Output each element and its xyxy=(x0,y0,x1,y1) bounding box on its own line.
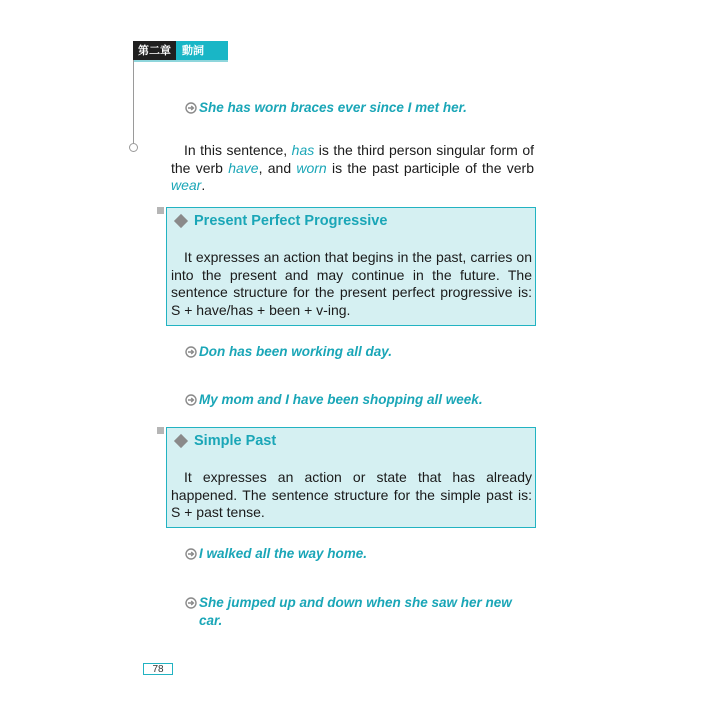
example-sentence xyxy=(185,343,525,361)
chapter-name: 動詞 xyxy=(176,41,228,60)
keyword-has: has xyxy=(291,142,315,158)
example-sentence xyxy=(185,545,525,563)
explanation-paragraph xyxy=(171,142,534,195)
explanation-text: is the past participle of the verb xyxy=(326,159,535,176)
margin-rule-dot xyxy=(129,143,138,152)
example-text: She has worn braces ever since I met her. xyxy=(199,100,467,115)
section-body: It expresses an action that begins in the past, carries on into the present and may continue in the future. The sentence structure for the present perfect progressive is: S + have/has + been + v-ing. xyxy=(171,249,532,318)
section-title-text: Simple Past xyxy=(194,433,277,449)
keyword-wear: wear xyxy=(171,177,202,193)
keyword-have: have xyxy=(228,159,259,176)
diamond-icon xyxy=(174,214,188,228)
explanation-text: is the third person singular form of the verb xyxy=(171,142,535,176)
section-marker xyxy=(157,207,164,214)
explanation-text: , and xyxy=(258,159,297,176)
circle-arrow-icon xyxy=(185,548,197,560)
grammar-box-present-perfect-progressive xyxy=(166,207,536,326)
example-text: My mom and I have been shopping all week. xyxy=(199,392,483,407)
margin-rule xyxy=(133,60,134,145)
example-text: She jumped up and down when she saw her new car. xyxy=(199,595,512,628)
example-text: Don has been working all day. xyxy=(199,344,393,359)
section-title-text: Present Perfect Progressive xyxy=(194,213,388,229)
example-sentence xyxy=(185,391,525,409)
example-text: I walked all the way home. xyxy=(199,546,368,561)
example-sentence xyxy=(185,99,525,117)
explanation-text: . xyxy=(201,177,206,193)
grammar-box-simple-past xyxy=(166,427,536,528)
diamond-icon xyxy=(174,434,188,448)
section-body: It expresses an action or state that has already happened. The sentence structure for the simple past is: S + past tense. xyxy=(171,469,532,520)
example-sentence xyxy=(185,594,520,630)
circle-arrow-icon xyxy=(185,102,197,114)
section-title xyxy=(173,213,387,229)
circle-arrow-icon xyxy=(185,394,197,406)
section-marker xyxy=(157,427,164,434)
chapter-tag xyxy=(133,41,228,62)
explanation-text: In this sentence, xyxy=(184,142,292,158)
keyword-worn: worn xyxy=(296,159,327,176)
section-title xyxy=(173,433,276,449)
circle-arrow-icon xyxy=(185,597,197,609)
circle-arrow-icon xyxy=(185,346,197,358)
page-number: 78 xyxy=(143,663,173,675)
chapter-number: 第二章 xyxy=(133,41,176,60)
